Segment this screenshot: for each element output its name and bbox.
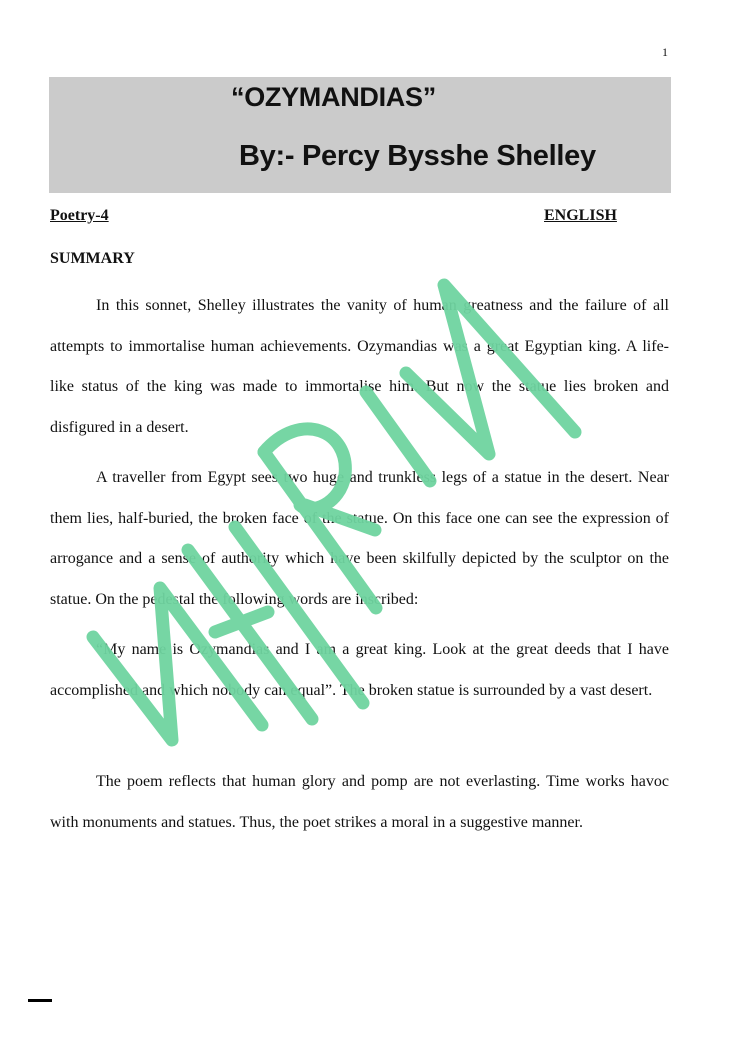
subject-label: ENGLISH [544, 207, 617, 224]
page-number: 1 [662, 45, 668, 59]
summary-paragraph-1: In this sonnet, Shelley illustrates the vanity of human greatness and the failure of all attempts to immortalise human achievements. Ozymandias was a great Egyptian king. A life-like status of the king was made to immortalise him. But now the statue lies broken and disfigured in a desert. [50, 297, 669, 436]
unit-label: Poetry-4 [50, 207, 109, 224]
summary-paragraph-2: A traveller from Egypt sees two huge and trunkless legs of a statue in the desert. Near them lies, half-buried, the broken face of the statue. On this face one can see the expression of arrogance and a sense of authority which have been skilfully depicted by the sculptor on the statue. On the pedestal the following words are inscribed: [50, 469, 669, 608]
page-title: “OZYMANDIAS” [231, 82, 436, 112]
section-heading: SUMMARY [50, 250, 135, 267]
summary-paragraph-4: The poem reflects that human glory and pomp are not everlasting. Time works havoc with monuments and statues. Thus, the poet strikes a moral in a suggestive manner. [50, 773, 669, 831]
author-line: By:- Percy Bysshe Shelley [239, 140, 596, 172]
summary-paragraph-3: “My name is Ozymandias and I am a great king. Look at the great deeds that I have accomplished and which nobody can equal”. The broken statue is surrounded by a vast desert. [50, 641, 669, 699]
scan-mark [28, 999, 52, 1002]
